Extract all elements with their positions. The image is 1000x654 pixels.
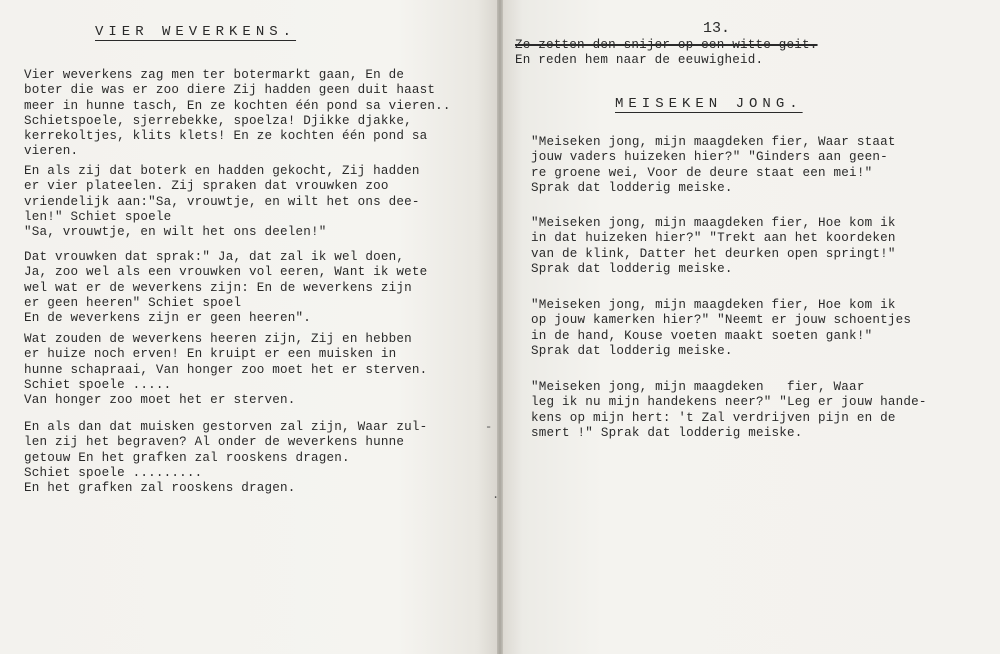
text-line: vriendelijk aan:"Sa, vrouwtje, en wilt het ons dee- <box>24 194 420 209</box>
continuation-block <box>515 38 818 69</box>
poem-title-meiseken-jong: MEISEKEN JONG. <box>615 96 803 112</box>
text-line: Vier weverkens zag men ter botermarkt gaan, En de <box>24 68 405 82</box>
text-line: "Meiseken jong, mijn maagdeken fier, Hoe kom ik <box>531 298 896 312</box>
text-line: op jouw kamerken hier?" "Neemt er jouw schoentjes <box>531 313 912 328</box>
text-line: re groene wei, Voor de deure staat een mei!" <box>531 165 873 180</box>
text-line: En het grafken zal rooskens dragen. <box>24 481 296 496</box>
text-line: kens op mijn hert: 't Zal verdrijven pijn en de <box>531 410 896 425</box>
text-line: in de hand, Kouse voeten maakt soeten gank!" <box>531 328 873 343</box>
text-line: er geen heeren" Schiet spoel <box>24 295 242 310</box>
stanza-4 <box>531 380 927 441</box>
struck-line: Ze zetten den snijer op een witte geit. <box>515 38 818 52</box>
text-line: En als zij dat boterk en hadden gekocht, Zij hadden <box>24 164 420 178</box>
text-line: "Sa, vrouwtje, en wilt het ons deelen!" <box>24 225 327 240</box>
poem-title-vier-weverkens: VIER WEVERKENS. <box>95 24 297 40</box>
text-line: getouw En het grafken zal rooskens dragen. <box>24 450 350 465</box>
text-line: Dat vrouwken dat sprak:" Ja, dat zal ik wel doen, <box>24 250 405 264</box>
text-line: len zij het begraven? Al onder de weverkens hunne <box>24 435 405 450</box>
text-line: boter die was er zoo diere Zij hadden geen duit haast <box>24 83 436 98</box>
right-page <box>503 0 1000 654</box>
stanza-5 <box>24 420 427 496</box>
page-number: 13. <box>703 20 731 37</box>
text-line: er huize noch erven! En kruipt er een muisken in <box>24 347 397 362</box>
stanza-2 <box>531 216 896 277</box>
text-line: En de weverkens zijn er geen heeren". <box>24 311 312 326</box>
text-line: "Meiseken jong, mijn maagdeken fier, Hoe kom ik <box>531 216 896 230</box>
text-line: Sprak dat lodderig meiske. <box>531 261 733 276</box>
text-line: Sprak dat lodderig meiske. <box>531 180 733 195</box>
text-line: wel wat er de weverkens zijn: En de weverkens zijn <box>24 280 412 295</box>
stanza-3 <box>531 298 911 359</box>
stanza-3 <box>24 250 427 326</box>
text-line: hunne schapraai, Van honger zoo moet het er sterven. <box>24 362 428 377</box>
text-line: En reden hem naar de eeuwigheid. <box>515 53 764 68</box>
fold-mark-left: - <box>485 420 494 434</box>
text-line: in dat huizeken hier?" "Trekt aan het koordeken <box>531 231 896 246</box>
text-line: van de klink, Datter het deurken open springt!" <box>531 246 896 261</box>
text-line: jouw vaders huizeken hier?" "Ginders aan geen- <box>531 150 888 165</box>
text-line: kerrekoltjes, klits klets! En ze kochten één pond sa <box>24 129 428 144</box>
text-line: Schiet spoele ......... <box>24 465 203 480</box>
text-line: vieren. <box>24 144 79 159</box>
text-line: "Meiseken jong, mijn maagdeken fier, Waar staat <box>531 135 896 149</box>
text-line: len!" Schiet spoele <box>24 209 172 224</box>
stanza-2 <box>24 164 420 240</box>
text-line: Sprak dat lodderig meiske. <box>531 343 733 358</box>
text-line: Wat zouden de weverkens heeren zijn, Zij en hebben <box>24 332 412 346</box>
text-line: Schietspoele, sjerrebekke, spoelza! Djikke djakke, <box>24 113 412 128</box>
fold-mark-bottom: . <box>492 488 501 502</box>
text-line: Van honger zoo moet het er sterven. <box>24 393 296 408</box>
text-line: "Meiseken jong, mijn maagdeken fier, Waar <box>531 380 865 394</box>
text-line: er vier plateelen. Zij spraken dat vrouwken zoo <box>24 179 389 194</box>
stanza-1 <box>24 68 451 160</box>
left-page <box>0 0 497 654</box>
text-line: leg ik nu mijn handekens neer?" "Leg er jouw hande- <box>531 395 927 410</box>
text-line: meer in hunne tasch, En ze kochten één pond sa vieren.. <box>24 98 451 113</box>
text-line: Schiet spoele ..... <box>24 377 172 392</box>
text-line: Ja, zoo wel als een vrouwken vol eeren, Want ik wete <box>24 265 428 280</box>
text-line: smert !" Sprak dat lodderig meiske. <box>531 425 803 440</box>
stanza-4 <box>24 332 427 408</box>
stanza-1 <box>531 135 896 196</box>
text-line: En als dan dat muisken gestorven zal zijn, Waar zul- <box>24 420 428 434</box>
